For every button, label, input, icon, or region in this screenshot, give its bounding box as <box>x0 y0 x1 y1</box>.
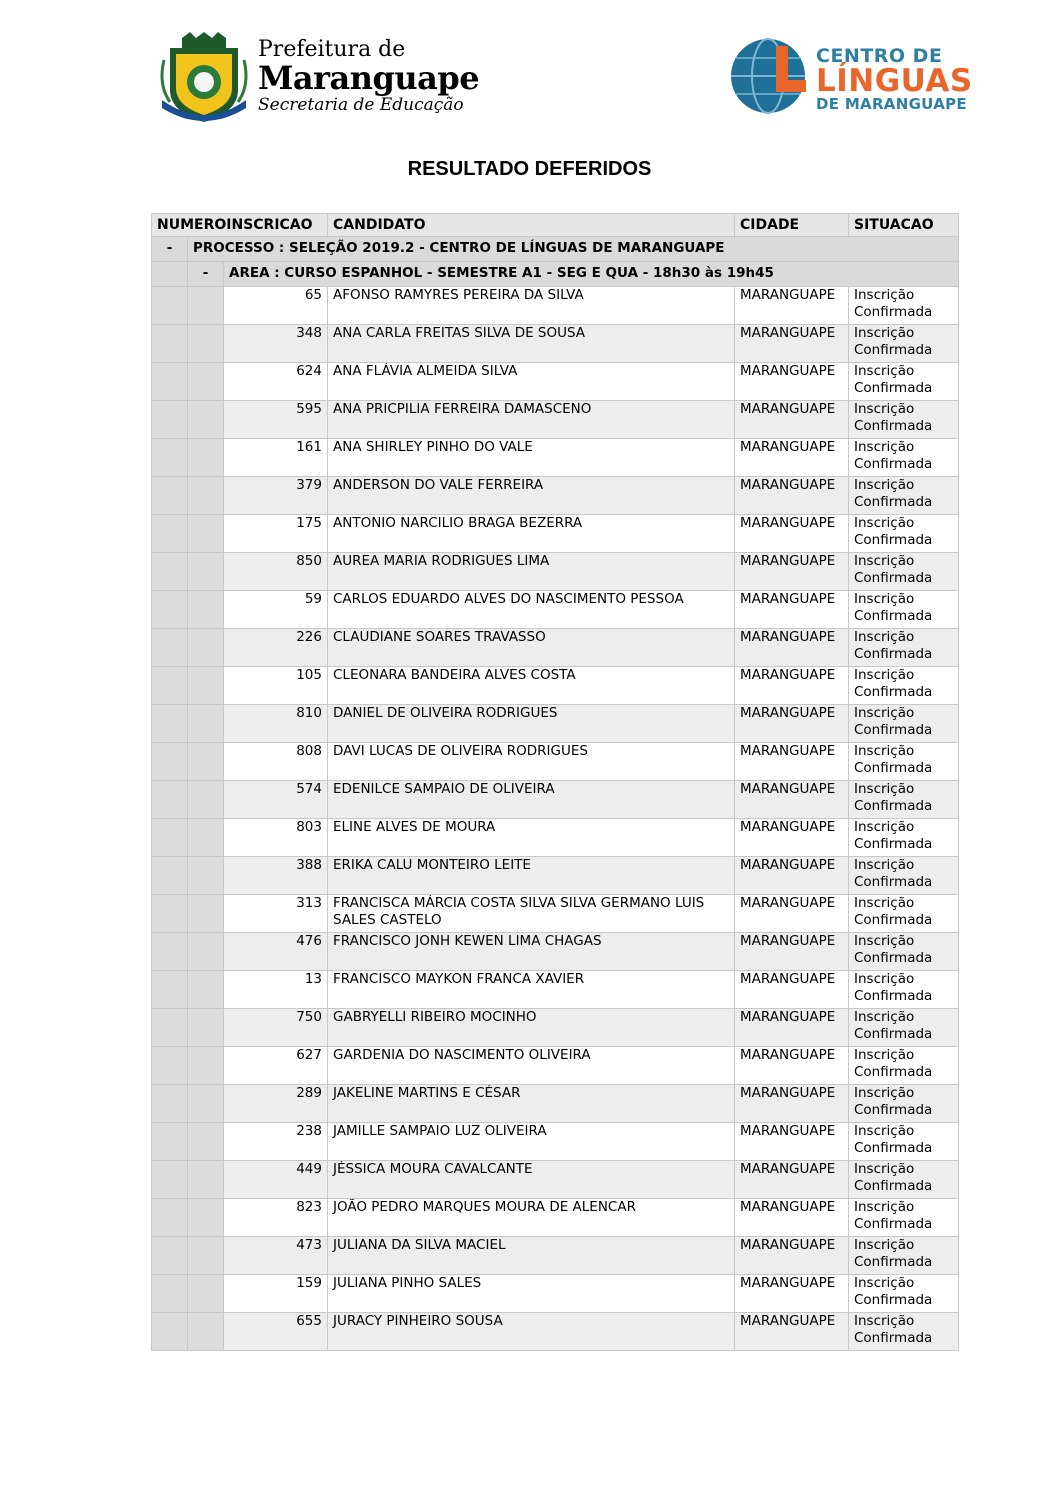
candidate-name: CLEONARA BANDEIRA ALVES COSTA <box>328 667 735 705</box>
indent-cell <box>188 1009 224 1047</box>
table-row <box>152 553 959 591</box>
indent-cell <box>152 1313 188 1351</box>
indent-cell <box>152 895 188 933</box>
indent-cell <box>152 667 188 705</box>
candidate-name: CARLOS EDUARDO ALVES DO NASCIMENTO PESSOA <box>328 591 735 629</box>
prefeitura-line3: Secretaria de Educação <box>258 95 464 115</box>
indent-cell <box>188 1237 224 1275</box>
indent-cell <box>188 591 224 629</box>
table-row <box>152 401 959 439</box>
indent-cell <box>188 287 224 325</box>
table-row <box>152 515 959 553</box>
status: Inscrição Confirmada <box>849 515 959 553</box>
city: MARANGUAPE <box>735 1161 849 1199</box>
candidate-name: ANA PRICPILIA FERREIRA DAMASCENO <box>328 401 735 439</box>
inscricao-number: 808 <box>224 743 328 781</box>
status: Inscrição Confirmada <box>849 1275 959 1313</box>
inscricao-number: 161 <box>224 439 328 477</box>
city: MARANGUAPE <box>735 933 849 971</box>
status: Inscrição Confirmada <box>849 743 959 781</box>
indent-cell <box>152 1199 188 1237</box>
status: Inscrição Confirmada <box>849 705 959 743</box>
inscricao-number: 449 <box>224 1161 328 1199</box>
centro-line2: LÍNGUAS <box>816 63 973 99</box>
inscricao-number: 59 <box>224 591 328 629</box>
city: MARANGUAPE <box>735 743 849 781</box>
candidate-name: JÉSSICA MOURA CAVALCANTE <box>328 1161 735 1199</box>
indent-cell <box>188 705 224 743</box>
table-row <box>152 325 959 363</box>
indent-cell <box>188 971 224 1009</box>
city: MARANGUAPE <box>735 971 849 1009</box>
status: Inscrição Confirmada <box>849 781 959 819</box>
city: MARANGUAPE <box>735 857 849 895</box>
inscricao-number: 388 <box>224 857 328 895</box>
indent-cell <box>152 1009 188 1047</box>
indent-cell <box>188 325 224 363</box>
indent-cell <box>152 1047 188 1085</box>
candidate-name: FRANCISCO MAYKON FRANCA XAVIER <box>328 971 735 1009</box>
indent-cell <box>188 895 224 933</box>
indent-cell <box>188 1313 224 1351</box>
status: Inscrição Confirmada <box>849 1047 959 1085</box>
indent-cell <box>188 1047 224 1085</box>
indent-cell <box>188 363 224 401</box>
inscricao-number: 379 <box>224 477 328 515</box>
candidate-name: JOÃO PEDRO MARQUES MOURA DE ALENCAR <box>328 1199 735 1237</box>
candidate-name: CLAUDIANE SOARES TRAVASSO <box>328 629 735 667</box>
status: Inscrição Confirmada <box>849 1313 959 1351</box>
inscricao-number: 289 <box>224 1085 328 1123</box>
indent-cell <box>188 1161 224 1199</box>
city: MARANGUAPE <box>735 895 849 933</box>
table-row <box>152 477 959 515</box>
inscricao-number: 803 <box>224 819 328 857</box>
indent-cell <box>152 819 188 857</box>
indent-cell <box>152 705 188 743</box>
area-label: AREA : CURSO ESPANHOL - SEMESTRE A1 - SEG E QUA - 18h30 às 19h45 <box>224 262 959 287</box>
status: Inscrição Confirmada <box>849 1123 959 1161</box>
centro-wordmark <box>816 46 973 112</box>
status: Inscrição Confirmada <box>849 1085 959 1123</box>
table-row <box>152 1085 959 1123</box>
inscricao-number: 750 <box>224 1009 328 1047</box>
candidate-name: EDENILCE SAMPAIO DE OLIVEIRA <box>328 781 735 819</box>
processo-label: PROCESSO : SELEÇÃO 2019.2 - CENTRO DE LÍNGUAS DE MARANGUAPE <box>188 237 959 262</box>
city: MARANGUAPE <box>735 1275 849 1313</box>
city: MARANGUAPE <box>735 553 849 591</box>
column-header-numeroinscricao[interactable]: NUMEROINSCRICAO <box>152 214 328 237</box>
status: Inscrição Confirmada <box>849 857 959 895</box>
status: Inscrição Confirmada <box>849 971 959 1009</box>
status: Inscrição Confirmada <box>849 287 959 325</box>
indent-cell <box>188 401 224 439</box>
city: MARANGUAPE <box>735 325 849 363</box>
globe-icon <box>730 36 810 116</box>
prefeitura-logo <box>160 30 480 126</box>
table-row <box>152 705 959 743</box>
candidate-name: FRANCISCO JONH KEWEN LIMA CHAGAS <box>328 933 735 971</box>
candidate-name: ANA CARLA FREITAS SILVA DE SOUSA <box>328 325 735 363</box>
city: MARANGUAPE <box>735 1123 849 1161</box>
inscricao-number: 624 <box>224 363 328 401</box>
status: Inscrição Confirmada <box>849 1009 959 1047</box>
centro-linguas-logo <box>730 36 990 118</box>
inscricao-number: 313 <box>224 895 328 933</box>
city: MARANGUAPE <box>735 1085 849 1123</box>
status: Inscrição Confirmada <box>849 819 959 857</box>
table-row <box>152 591 959 629</box>
status: Inscrição Confirmada <box>849 933 959 971</box>
status: Inscrição Confirmada <box>849 401 959 439</box>
status: Inscrição Confirmada <box>849 1237 959 1275</box>
inscricao-number: 595 <box>224 401 328 439</box>
table-row <box>152 1009 959 1047</box>
indent-cell <box>188 477 224 515</box>
status: Inscrição Confirmada <box>849 667 959 705</box>
indent-cell <box>152 1237 188 1275</box>
status: Inscrição Confirmada <box>849 895 959 933</box>
table-row <box>152 1313 959 1351</box>
indent-cell <box>152 781 188 819</box>
prefeitura-wordmark <box>258 38 479 116</box>
indent-cell <box>188 553 224 591</box>
table-row <box>152 629 959 667</box>
table-row <box>152 857 959 895</box>
inscricao-number: 65 <box>224 287 328 325</box>
indent-cell <box>152 287 188 325</box>
inscricao-number: 105 <box>224 667 328 705</box>
table-row <box>152 363 959 401</box>
candidate-name: JULIANA PINHO SALES <box>328 1275 735 1313</box>
table-row <box>152 743 959 781</box>
candidate-name: ANA SHIRLEY PINHO DO VALE <box>328 439 735 477</box>
candidate-name: ANDERSON DO VALE FERREIRA <box>328 477 735 515</box>
column-header-cidade[interactable]: CIDADE <box>735 214 849 237</box>
inscricao-number: 574 <box>224 781 328 819</box>
status: Inscrição Confirmada <box>849 1161 959 1199</box>
indent-cell <box>152 363 188 401</box>
table-row <box>152 1161 959 1199</box>
indent-cell <box>188 743 224 781</box>
column-header-candidato[interactable]: CANDIDATO <box>328 214 735 237</box>
city: MARANGUAPE <box>735 819 849 857</box>
table-row <box>152 439 959 477</box>
table-row <box>152 1275 959 1313</box>
city: MARANGUAPE <box>735 1047 849 1085</box>
candidate-name: GABRYELLI RIBEIRO MOCINHO <box>328 1009 735 1047</box>
indent-cell <box>188 629 224 667</box>
indent-cell <box>152 477 188 515</box>
processo-group-row <box>152 237 959 262</box>
candidate-name: JURACY PINHEIRO SOUSA <box>328 1313 735 1351</box>
area-collapse-toggle[interactable]: - <box>188 262 224 287</box>
table-row <box>152 781 959 819</box>
city: MARANGUAPE <box>735 591 849 629</box>
status: Inscrição Confirmada <box>849 1199 959 1237</box>
table-row <box>152 1047 959 1085</box>
inscricao-number: 473 <box>224 1237 328 1275</box>
city: MARANGUAPE <box>735 1009 849 1047</box>
status: Inscrição Confirmada <box>849 629 959 667</box>
indent-cell <box>188 1199 224 1237</box>
indent-cell <box>152 971 188 1009</box>
inscricao-number: 810 <box>224 705 328 743</box>
table-row <box>152 287 959 325</box>
table-row <box>152 1199 959 1237</box>
column-header-situacao[interactable]: SITUACAO <box>849 214 959 237</box>
indent-cell <box>152 1161 188 1199</box>
indent-cell <box>188 1275 224 1313</box>
city: MARANGUAPE <box>735 1237 849 1275</box>
indent-cell <box>188 439 224 477</box>
table-row <box>152 1237 959 1275</box>
status: Inscrição Confirmada <box>849 325 959 363</box>
city: MARANGUAPE <box>735 1313 849 1351</box>
status: Inscrição Confirmada <box>849 363 959 401</box>
status: Inscrição Confirmada <box>849 439 959 477</box>
city: MARANGUAPE <box>735 439 849 477</box>
table-row <box>152 895 959 933</box>
candidate-name: JAKELINE MARTINS E CÉSAR <box>328 1085 735 1123</box>
inscricao-number: 159 <box>224 1275 328 1313</box>
indent-cell <box>152 629 188 667</box>
indent-cell <box>188 1123 224 1161</box>
results-table <box>151 213 959 1351</box>
indent-cell <box>152 1275 188 1313</box>
indent-cell <box>152 1085 188 1123</box>
indent-cell <box>188 667 224 705</box>
indent-cell <box>152 515 188 553</box>
inscricao-number: 13 <box>224 971 328 1009</box>
city: MARANGUAPE <box>735 1199 849 1237</box>
candidate-name: JULIANA DA SILVA MACIEL <box>328 1237 735 1275</box>
indent-cell <box>152 857 188 895</box>
indent-cell <box>152 591 188 629</box>
city: MARANGUAPE <box>735 401 849 439</box>
table-header-row <box>152 214 959 237</box>
table-row <box>152 1123 959 1161</box>
city: MARANGUAPE <box>735 667 849 705</box>
table-row <box>152 819 959 857</box>
municipal-crest-icon <box>160 30 248 126</box>
indent-cell <box>152 553 188 591</box>
candidate-name: FRANCISCA MÁRCIA COSTA SILVA SILVA GERMANO LUIS SALES CASTELO <box>328 895 735 933</box>
page-title: RESULTADO DEFERIDOS <box>407 158 652 180</box>
candidate-name: ERIKA CALU MONTEIRO LEITE <box>328 857 735 895</box>
city: MARANGUAPE <box>735 287 849 325</box>
indent-cell <box>188 1085 224 1123</box>
indent-cell <box>188 933 224 971</box>
candidate-name: ELINE ALVES DE MOURA <box>328 819 735 857</box>
city: MARANGUAPE <box>735 515 849 553</box>
inscricao-number: 476 <box>224 933 328 971</box>
processo-collapse-toggle[interactable]: - <box>152 237 188 262</box>
centro-line1: CENTRO DE <box>816 45 943 67</box>
candidate-name: ANA FLÁVIA ALMEIDA SILVA <box>328 363 735 401</box>
inscricao-number: 655 <box>224 1313 328 1351</box>
table-row <box>152 667 959 705</box>
status: Inscrição Confirmada <box>849 591 959 629</box>
area-group-row <box>152 262 959 287</box>
inscricao-number: 226 <box>224 629 328 667</box>
indent-cell <box>152 1123 188 1161</box>
prefeitura-line2: Maranguape <box>258 59 480 97</box>
indent-cell <box>152 262 188 287</box>
inscricao-number: 850 <box>224 553 328 591</box>
indent-cell <box>152 933 188 971</box>
city: MARANGUAPE <box>735 477 849 515</box>
table-row <box>152 971 959 1009</box>
status: Inscrição Confirmada <box>849 553 959 591</box>
prefeitura-line1: Prefeitura de <box>258 37 406 62</box>
candidate-name: AFONSO RAMYRES PEREIRA DA SILVA <box>328 287 735 325</box>
city: MARANGUAPE <box>735 705 849 743</box>
city: MARANGUAPE <box>735 781 849 819</box>
city: MARANGUAPE <box>735 629 849 667</box>
candidate-name: GARDENIA DO NASCIMENTO OLIVEIRA <box>328 1047 735 1085</box>
candidate-name: ANTONIO NARCILIO BRAGA BEZERRA <box>328 515 735 553</box>
indent-cell <box>152 325 188 363</box>
inscricao-number: 175 <box>224 515 328 553</box>
indent-cell <box>188 819 224 857</box>
inscricao-number: 348 <box>224 325 328 363</box>
candidate-name: JAMILLE SAMPAIO LUZ OLIVEIRA <box>328 1123 735 1161</box>
indent-cell <box>152 401 188 439</box>
indent-cell <box>188 857 224 895</box>
candidate-name: DANIEL DE OLIVEIRA RODRIGUES <box>328 705 735 743</box>
candidate-name: DAVI LUCAS DE OLIVEIRA RODRIGUES <box>328 743 735 781</box>
indent-cell <box>152 439 188 477</box>
status: Inscrição Confirmada <box>849 477 959 515</box>
table-row <box>152 933 959 971</box>
candidate-name: AUREA MARIA RODRIGUES LIMA <box>328 553 735 591</box>
centro-line3: DE MARANGUAPE <box>816 95 967 113</box>
indent-cell <box>152 743 188 781</box>
indent-cell <box>188 515 224 553</box>
city: MARANGUAPE <box>735 363 849 401</box>
inscricao-number: 238 <box>224 1123 328 1161</box>
indent-cell <box>188 781 224 819</box>
inscricao-number: 627 <box>224 1047 328 1085</box>
inscricao-number: 823 <box>224 1199 328 1237</box>
